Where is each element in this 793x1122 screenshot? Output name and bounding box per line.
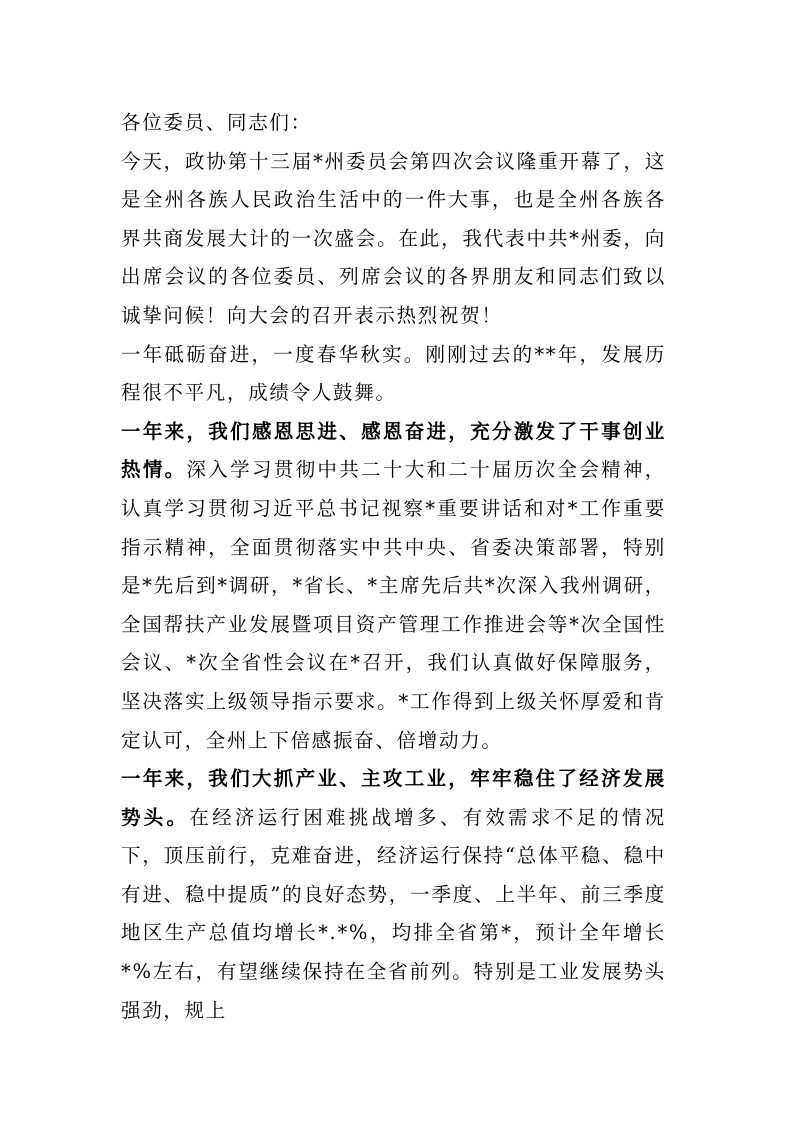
paragraph-opening [121,143,666,336]
paragraph-review [121,336,666,413]
paragraph-text: 今天，政协第十三届*州委员会第四次会议隆重开幕了，这是全州各族人民政治生活中的一件大事，也是全州各族各界共商发展大计的一次盛会。在此，我代表中共*州委，向出席会议的各位委员、列席会议的各界朋友和同志们致以诚挚问候！向大会的召开表示热烈祝贺！ [121,149,666,327]
paragraph-lead-heading: 一年来，我们大抓产业、主攻工业，牢牢稳住了经济发展势头。 [121,767,666,829]
paragraph-text: 在经济运行困难挑战增多、有效需求不足的情况下，顶压前行，克难奋进，经济运行保持“总体平稳、稳中有进、稳中提质”的良好态势，一季度、上半年、前三季度地区生产总值均增长*.*%，均排全省第*，预计全年增长*%左右，有望继续保持在全省前列。特别是工业发展势头强劲，规上 [121,805,666,1022]
paragraph-gratitude [121,413,666,760]
paragraph-lead-heading: 一年来，我们感恩思进、感恩奋进，充分激发了干事创业热情。 [121,419,666,482]
paragraph-industry [121,760,666,1030]
document-body [121,104,666,1030]
salutation: 各位委员、同志们： [121,111,312,134]
paragraph-text: 一年砥砺奋进，一度春华秋实。刚刚过去的**年，发展历程很不平凡，成绩令人鼓舞。 [121,342,666,405]
paragraph-text: 深入学习贯彻中共二十大和二十届历次全会精神，认真学习贯彻习近平总书记视察*重要讲话和对*工作重要指示精神，全面贯彻落实中共中央、省委决策部署，特别是*先后到*调研，*省长、*主席先后共*次深入我州调研，全国帮扶产业发展暨项目资产管理工作推进会等*次全国性会议、*次全省性会议在*召开，我们认真做好保障服务，坚决落实上级领导指示要求。*工作得到上级关怀厚爱和肯定认可，全州上下倍感振奋、倍增动力。 [121,458,666,752]
